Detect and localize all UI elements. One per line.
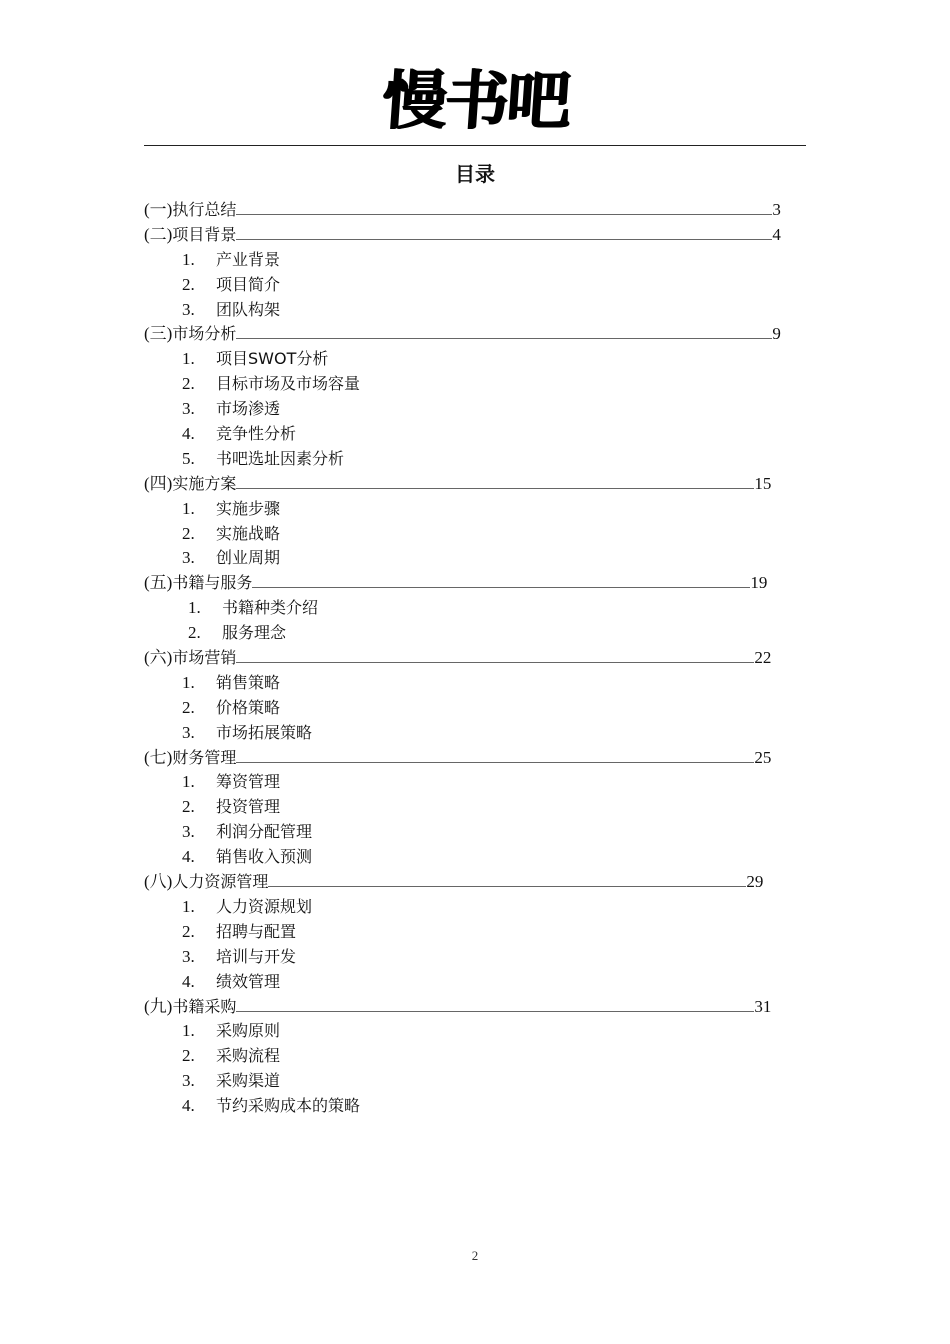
subsection-index: 1. — [182, 498, 195, 518]
subsection-index: 3. — [182, 399, 195, 419]
subsection-index: 2. — [182, 274, 195, 294]
subsection-label: 市场拓展策略 — [216, 722, 313, 742]
dot-leader — [236, 338, 772, 339]
toc-subsection-entry[interactable] — [144, 920, 824, 945]
subsection-label: 服务理念 — [222, 623, 287, 643]
subsection-label: 采购原则 — [216, 1021, 281, 1041]
toc-section-entry[interactable] — [144, 995, 824, 1020]
subsection-index: 5. — [182, 448, 195, 468]
section-number: (二) — [144, 224, 173, 244]
section-number: (六) — [144, 648, 173, 668]
table-of-contents — [144, 198, 824, 1119]
toc-section-entry[interactable] — [144, 746, 824, 771]
section-number: (一) — [144, 200, 173, 219]
toc-subsection-entry[interactable] — [144, 497, 824, 522]
subsection-index: 1. — [182, 772, 195, 792]
section-label: 项目背景 — [172, 224, 237, 244]
subsection-label: 采购流程 — [216, 1046, 281, 1066]
subsection-label: 竞争性分析 — [216, 424, 297, 444]
toc-section-entry[interactable] — [144, 198, 824, 223]
toc-subsection-entry[interactable] — [144, 1069, 824, 1094]
dot-leader — [236, 239, 772, 240]
toc-subsection-entry[interactable] — [144, 696, 824, 721]
toc-subsection-entry[interactable] — [144, 372, 824, 397]
section-page-number: 29 — [746, 872, 764, 892]
toc-subsection-entry[interactable] — [144, 422, 824, 447]
toc-subsection-entry[interactable] — [144, 298, 824, 323]
dot-leader — [236, 488, 754, 489]
subsection-index: 3. — [182, 946, 195, 966]
section-label: 执行总结 — [172, 200, 237, 219]
subsection-index: 3. — [182, 722, 195, 742]
subsection-label: 实施步骤 — [216, 498, 281, 518]
subsection-index: 1. — [182, 896, 195, 916]
section-label: 书籍与服务 — [172, 573, 253, 593]
subsection-label: 目标市场及市场容量 — [216, 374, 361, 394]
section-page-number: 15 — [754, 473, 772, 493]
subsection-label: 项目简介 — [216, 274, 281, 294]
section-label: 市场营销 — [172, 648, 237, 668]
section-label: 书籍采购 — [172, 996, 237, 1016]
toc-section-entry[interactable] — [144, 223, 824, 248]
section-page-number: 4 — [772, 224, 781, 244]
subsection-index: 2. — [188, 623, 201, 643]
toc-subsection-entry[interactable] — [144, 845, 824, 870]
toc-subsection-entry[interactable] — [144, 945, 824, 970]
toc-subsection-entry[interactable] — [144, 596, 824, 621]
subsection-label: 节约采购成本的策略 — [216, 1096, 361, 1116]
subsection-label: 投资管理 — [216, 797, 281, 817]
toc-subsection-entry[interactable] — [144, 671, 824, 696]
section-number: (三) — [144, 324, 173, 344]
subsection-index: 2. — [182, 921, 195, 941]
toc-subsection-entry[interactable] — [144, 770, 824, 795]
subsection-index: 4. — [182, 1096, 195, 1116]
section-label: 人力资源管理 — [172, 872, 269, 892]
toc-section-entry[interactable] — [144, 322, 824, 347]
subsection-label: 书吧选址因素分析 — [216, 448, 345, 468]
brand-title: 慢书吧 — [379, 65, 571, 139]
section-page-number: 3 — [772, 200, 781, 219]
subsection-index: 3. — [182, 1071, 195, 1091]
toc-subsection-entry[interactable] — [144, 248, 824, 273]
section-page-number: 22 — [754, 648, 772, 668]
section-number: (九) — [144, 996, 173, 1016]
subsection-label: 市场渗透 — [216, 399, 281, 419]
subsection-label: 书籍种类介绍 — [222, 598, 319, 618]
subsection-index: 2. — [182, 1046, 195, 1066]
section-number: (四) — [144, 473, 173, 493]
toc-subsection-entry[interactable] — [144, 895, 824, 920]
subsection-index: 1. — [182, 1021, 195, 1041]
header-rule — [144, 145, 806, 146]
toc-section-entry[interactable] — [144, 472, 824, 497]
subsection-index: 3. — [182, 548, 195, 568]
subsection-label: 创业周期 — [216, 548, 281, 568]
dot-leader — [236, 662, 754, 663]
section-page-number: 31 — [754, 996, 772, 1016]
toc-subsection-entry[interactable] — [144, 820, 824, 845]
dot-leader — [252, 587, 750, 588]
subsection-label: 销售策略 — [216, 672, 281, 692]
toc-section-entry[interactable] — [144, 646, 824, 671]
toc-section-entry[interactable] — [144, 571, 824, 596]
toc-subsection-entry[interactable] — [144, 447, 824, 472]
subsection-index: 1. — [182, 249, 195, 269]
toc-subsection-entry[interactable] — [144, 1044, 824, 1069]
subsection-label: 绩效管理 — [216, 971, 281, 991]
subsection-label: 团队构架 — [216, 299, 281, 319]
section-number: (七) — [144, 747, 173, 767]
toc-title: 目录 — [455, 162, 495, 186]
page-number: 2 — [471, 1248, 479, 1263]
subsection-index: 4. — [182, 424, 195, 444]
subsection-label: 项目SWOT分析 — [216, 349, 329, 369]
toc-section-entry[interactable] — [144, 870, 824, 895]
subsection-label: 产业背景 — [216, 249, 281, 269]
subsection-index: 1. — [182, 349, 195, 369]
subsection-index: 2. — [182, 523, 195, 543]
subsection-index: 4. — [182, 847, 195, 867]
section-label: 财务管理 — [172, 747, 237, 767]
toc-subsection-entry[interactable] — [144, 721, 824, 746]
section-label: 实施方案 — [172, 473, 237, 493]
section-page-number: 19 — [750, 573, 768, 593]
subsection-label: 价格策略 — [216, 697, 281, 717]
toc-subsection-entry[interactable] — [144, 1094, 824, 1119]
subsection-index: 1. — [188, 598, 201, 618]
section-page-number: 25 — [754, 747, 772, 767]
subsection-index: 3. — [182, 822, 195, 842]
toc-subsection-entry[interactable] — [144, 970, 824, 995]
toc-subsection-entry[interactable] — [144, 347, 824, 372]
subsection-label: 筹资管理 — [216, 772, 281, 792]
dot-leader — [268, 886, 746, 887]
subsection-label: 利润分配管理 — [216, 822, 313, 842]
toc-subsection-entry[interactable] — [144, 273, 824, 298]
subsection-index: 2. — [182, 797, 195, 817]
toc-subsection-entry[interactable] — [144, 621, 824, 646]
subsection-label: 人力资源规划 — [216, 896, 313, 916]
section-number: (八) — [144, 872, 173, 892]
toc-subsection-entry[interactable] — [144, 1019, 824, 1044]
subsection-index: 2. — [182, 697, 195, 717]
subsection-index: 4. — [182, 971, 195, 991]
subsection-label: 采购渠道 — [216, 1071, 281, 1091]
subsection-label: 培训与开发 — [216, 946, 297, 966]
section-label: 市场分析 — [172, 324, 237, 344]
dot-leader — [236, 214, 772, 215]
dot-leader — [236, 1011, 754, 1012]
section-page-number: 9 — [772, 324, 781, 344]
toc-subsection-entry[interactable] — [144, 546, 824, 571]
toc-subsection-entry[interactable] — [144, 795, 824, 820]
subsection-index: 2. — [182, 374, 195, 394]
subsection-index: 1. — [182, 672, 195, 692]
subsection-index: 3. — [182, 299, 195, 319]
dot-leader — [236, 762, 754, 763]
toc-subsection-entry[interactable] — [144, 397, 824, 422]
subsection-label: 招聘与配置 — [216, 921, 297, 941]
subsection-label: 销售收入预测 — [216, 847, 313, 867]
section-number: (五) — [144, 573, 173, 593]
toc-subsection-entry[interactable] — [144, 522, 824, 547]
subsection-label: 实施战略 — [216, 523, 281, 543]
